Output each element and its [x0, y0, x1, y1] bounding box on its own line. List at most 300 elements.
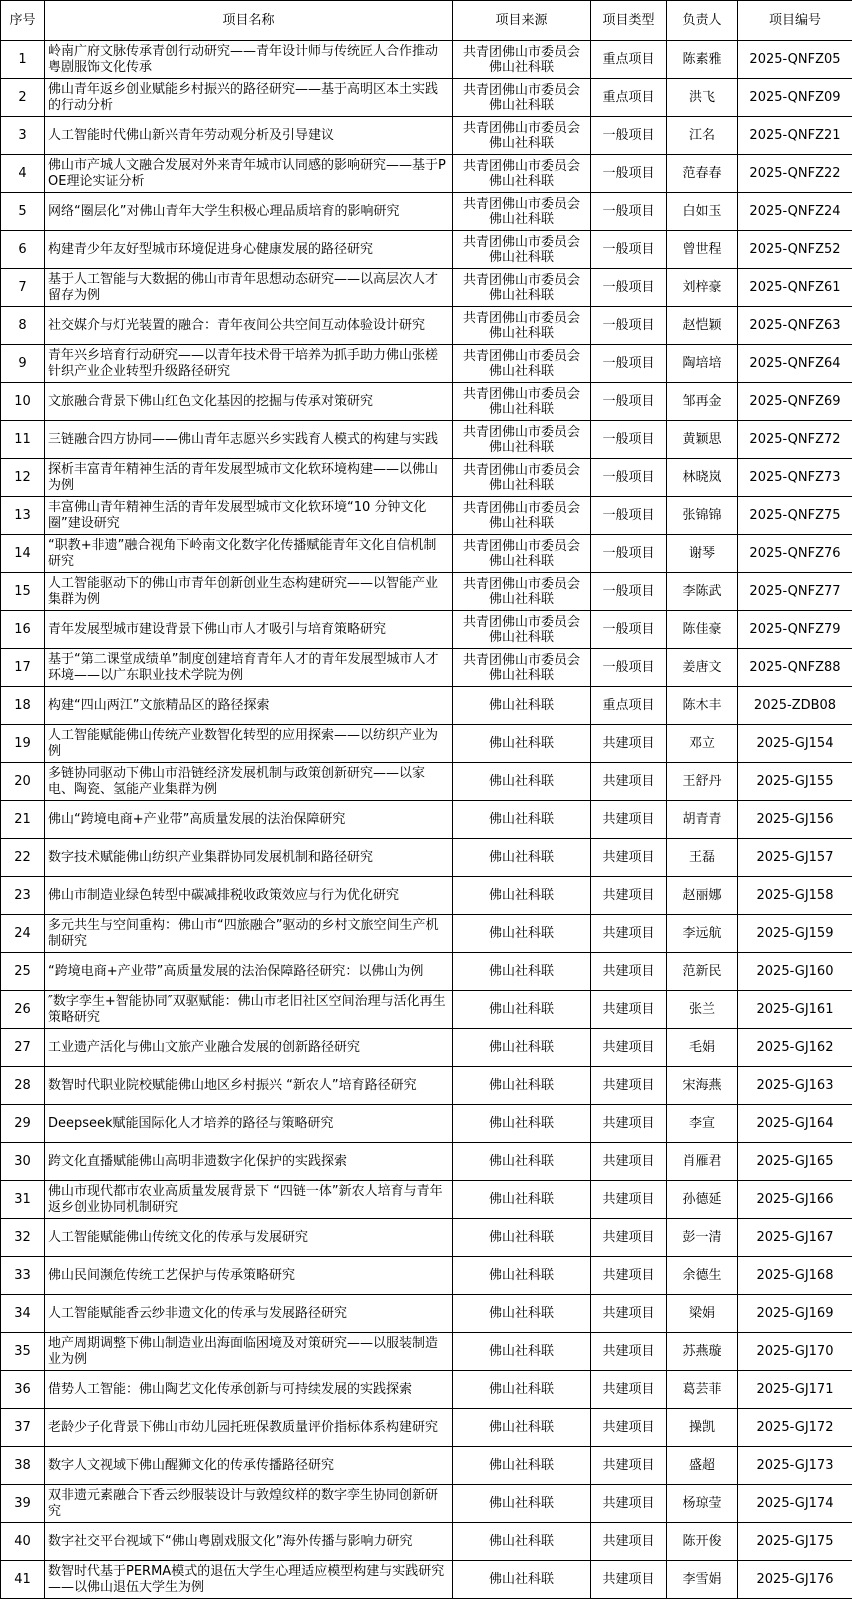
source-line: 佛山社科联: [488, 59, 554, 75]
cell-name: 工业遗产活化与佛山文旅产业融合发展的创新路径研究: [45, 1029, 453, 1067]
cell-no: 29: [1, 1105, 45, 1143]
table-row: [1, 611, 852, 649]
table-row: [1, 1409, 852, 1447]
cell-source: [453, 649, 591, 687]
cell-name: ″数字孪生+智能协同″双驱赋能：佛山市老旧社区空间治理与活化再生策略研究: [45, 991, 453, 1029]
cell-no: 37: [1, 1409, 45, 1447]
cell-code: 2025-ZDB08: [738, 687, 852, 725]
cell-no: 16: [1, 611, 45, 649]
cell-type: 共建项目: [591, 1181, 667, 1219]
cell-no: 14: [1, 535, 45, 573]
cell-code: 2025-QNFZ79: [738, 611, 852, 649]
cell-code: 2025-GJ160: [738, 953, 852, 991]
cell-owner: 赵丽娜: [667, 877, 738, 915]
cell-source: [453, 611, 591, 649]
cell-code: 2025-GJ155: [738, 763, 852, 801]
header-owner: 负责人: [667, 1, 738, 41]
cell-code: 2025-GJ172: [738, 1409, 852, 1447]
cell-name: 老龄少子化背景下佛山市幼儿园托班保教质量评价指标体系构建研究: [45, 1409, 453, 1447]
table-row: [1, 269, 852, 307]
cell-code: 2025-GJ176: [738, 1561, 852, 1599]
cell-no: 35: [1, 1333, 45, 1371]
table-row: [1, 915, 852, 953]
cell-owner: 毛娟: [667, 1029, 738, 1067]
source-line: 佛山社科联: [488, 1230, 554, 1245]
cell-code: 2025-QNFZ22: [738, 155, 852, 193]
cell-owner: 王舒丹: [667, 763, 738, 801]
cell-type: 共建项目: [591, 1105, 667, 1143]
cell-code: 2025-GJ174: [738, 1485, 852, 1523]
cell-name: 人工智能赋能佛山传统产业数智化转型的应用探索——以纺织产业为例: [45, 725, 453, 763]
cell-type: 一般项目: [591, 497, 667, 535]
cell-type: 重点项目: [591, 687, 667, 725]
cell-source: [453, 231, 591, 269]
cell-owner: 王磊: [667, 839, 738, 877]
cell-code: 2025-QNFZ77: [738, 573, 852, 611]
cell-type: 共建项目: [591, 763, 667, 801]
table-row: [1, 535, 852, 573]
cell-owner: 姜唐文: [667, 649, 738, 687]
cell-source: [453, 497, 591, 535]
cell-source: [453, 573, 591, 611]
cell-name: 岭南广府文脉传承青创行动研究——青年设计师与传统匠人合作推动粤剧服饰文化传承: [45, 41, 453, 79]
cell-source: [453, 1257, 591, 1295]
source-line: 共青团佛山市委员会: [462, 196, 580, 212]
cell-owner: 范新民: [667, 953, 738, 991]
cell-owner: 余德生: [667, 1257, 738, 1295]
cell-code: 2025-QNFZ73: [738, 459, 852, 497]
cell-code: 2025-GJ167: [738, 1219, 852, 1257]
cell-code: 2025-QNFZ24: [738, 193, 852, 231]
cell-code: 2025-GJ159: [738, 915, 852, 953]
cell-owner: 林晓岚: [667, 459, 738, 497]
source-line: 共青团佛山市委员会: [462, 424, 580, 440]
cell-type: 一般项目: [591, 649, 667, 687]
source-line: 佛山社科联: [488, 515, 554, 531]
cell-owner: 陈素雅: [667, 41, 738, 79]
cell-name: 丰富佛山青年精神生活的青年发展型城市文化软环境“10 分钟文化圈”建设研究: [45, 497, 453, 535]
cell-no: 8: [1, 307, 45, 345]
cell-type: 共建项目: [591, 1447, 667, 1485]
cell-code: 2025-QNFZ69: [738, 383, 852, 421]
cell-source: [453, 1409, 591, 1447]
cell-no: 10: [1, 383, 45, 421]
cell-type: 共建项目: [591, 1371, 667, 1409]
cell-owner: 邹再金: [667, 383, 738, 421]
table-row: [1, 497, 852, 535]
table-row: [1, 725, 852, 763]
cell-code: 2025-GJ154: [738, 725, 852, 763]
cell-name: 人工智能赋能佛山传统文化的传承与发展研究: [45, 1219, 453, 1257]
cell-type: 一般项目: [591, 117, 667, 155]
cell-type: 共建项目: [591, 1333, 667, 1371]
header-code: 项目编号: [738, 1, 852, 41]
source-line: 佛山社科联: [488, 1116, 554, 1131]
cell-type: 一般项目: [591, 611, 667, 649]
cell-name: 基于人工智能与大数据的佛山市青年思想动态研究——以高层次人才留存为例: [45, 269, 453, 307]
cell-code: 2025-GJ175: [738, 1523, 852, 1561]
cell-code: 2025-QNFZ05: [738, 41, 852, 79]
source-line: 佛山社科联: [488, 401, 554, 417]
source-line: 共青团佛山市委员会: [462, 234, 580, 250]
source-line: 佛山社科联: [488, 439, 554, 455]
cell-name: 跨文化直播赋能佛山高明非遗数字化保护的实践探索: [45, 1143, 453, 1181]
cell-source: [453, 1447, 591, 1485]
source-line: 佛山社科联: [488, 591, 554, 607]
cell-code: 2025-GJ168: [738, 1257, 852, 1295]
cell-name: 数智时代职业院校赋能佛山地区乡村振兴 “新农人”培育路径研究: [45, 1067, 453, 1105]
cell-owner: 李宣: [667, 1105, 738, 1143]
cell-owner: 邓立: [667, 725, 738, 763]
table-row: [1, 1067, 852, 1105]
cell-type: 重点项目: [591, 41, 667, 79]
cell-no: 2: [1, 79, 45, 117]
cell-name: 文旅融合背景下佛山红色文化基因的挖掘与传承对策研究: [45, 383, 453, 421]
table-row: [1, 41, 852, 79]
cell-source: [453, 763, 591, 801]
cell-no: 38: [1, 1447, 45, 1485]
cell-code: 2025-GJ170: [738, 1333, 852, 1371]
cell-source: [453, 1067, 591, 1105]
cell-code: 2025-QNFZ75: [738, 497, 852, 535]
table-row: [1, 383, 852, 421]
source-line: 佛山社科联: [488, 1382, 554, 1397]
cell-source: [453, 687, 591, 725]
cell-owner: 陈佳豪: [667, 611, 738, 649]
source-line: 佛山社科联: [488, 698, 554, 713]
cell-no: 40: [1, 1523, 45, 1561]
cell-source: [453, 1105, 591, 1143]
source-line: 佛山社科联: [488, 1344, 554, 1359]
cell-no: 30: [1, 1143, 45, 1181]
source-line: 佛山社科联: [488, 1078, 554, 1093]
cell-source: [453, 1485, 591, 1523]
cell-no: 32: [1, 1219, 45, 1257]
cell-type: 一般项目: [591, 535, 667, 573]
cell-owner: 李陈武: [667, 573, 738, 611]
cell-owner: 白如玉: [667, 193, 738, 231]
cell-owner: 张锦锦: [667, 497, 738, 535]
cell-type: 共建项目: [591, 877, 667, 915]
table-row: [1, 763, 852, 801]
cell-type: 共建项目: [591, 1143, 667, 1181]
cell-source: [453, 459, 591, 497]
cell-code: 2025-GJ157: [738, 839, 852, 877]
cell-owner: 赵恺颖: [667, 307, 738, 345]
cell-owner: 胡青青: [667, 801, 738, 839]
table-row: [1, 801, 852, 839]
source-line: 佛山社科联: [488, 1306, 554, 1321]
cell-name: 数字人文视域下佛山醒狮文化的传承传播路径研究: [45, 1447, 453, 1485]
cell-source: [453, 1371, 591, 1409]
cell-type: 共建项目: [591, 915, 667, 953]
cell-type: 共建项目: [591, 953, 667, 991]
cell-no: 39: [1, 1485, 45, 1523]
source-line: 佛山社科联: [488, 629, 554, 645]
cell-name: 佛山市制造业绿色转型中碳减排税收政策效应与行为优化研究: [45, 877, 453, 915]
cell-code: 2025-QNFZ21: [738, 117, 852, 155]
table-row: [1, 1447, 852, 1485]
cell-code: 2025-GJ165: [738, 1143, 852, 1181]
cell-no: 23: [1, 877, 45, 915]
cell-name: 数字技术赋能佛山纺织产业集群协同发展机制和路径研究: [45, 839, 453, 877]
table-row: [1, 1105, 852, 1143]
cell-name: 网络“圈层化”对佛山青年大学生积极心理品质培育的影响研究: [45, 193, 453, 231]
cell-name: 借势人工智能：佛山陶艺文化传承创新与可持续发展的实践探索: [45, 1371, 453, 1409]
cell-type: 一般项目: [591, 231, 667, 269]
cell-name: 青年兴乡培育行动研究——以青年技术骨干培养为抓手助力佛山张槎针织产业企业转型升级路径研究: [45, 345, 453, 383]
table-row: [1, 839, 852, 877]
cell-no: 34: [1, 1295, 45, 1333]
cell-code: 2025-QNFZ76: [738, 535, 852, 573]
source-line: 共青团佛山市委员会: [462, 348, 580, 364]
source-line: 共青团佛山市委员会: [462, 500, 580, 516]
source-line: 佛山社科联: [488, 1420, 554, 1435]
cell-type: 一般项目: [591, 307, 667, 345]
cell-owner: 孙德延: [667, 1181, 738, 1219]
cell-type: 一般项目: [591, 421, 667, 459]
table-row: [1, 1561, 852, 1599]
source-line: 共青团佛山市委员会: [462, 120, 580, 136]
cell-code: 2025-QNFZ72: [738, 421, 852, 459]
source-line: 佛山社科联: [488, 1458, 554, 1473]
cell-name: Deepseek赋能国际化人才培养的路径与策略研究: [45, 1105, 453, 1143]
cell-type: 共建项目: [591, 725, 667, 763]
cell-code: 2025-QNFZ64: [738, 345, 852, 383]
cell-no: 25: [1, 953, 45, 991]
cell-source: [453, 801, 591, 839]
cell-owner: 梁娟: [667, 1295, 738, 1333]
cell-type: 共建项目: [591, 801, 667, 839]
source-line: 佛山社科联: [488, 926, 554, 941]
cell-name: “跨境电商+产业带”高质量发展的法治保障路径研究：以佛山为例: [45, 953, 453, 991]
source-line: 佛山社科联: [488, 1040, 554, 1055]
source-line: 佛山社科联: [488, 1192, 554, 1207]
cell-source: [453, 1333, 591, 1371]
cell-no: 19: [1, 725, 45, 763]
header-row: [1, 1, 852, 41]
cell-code: 2025-GJ169: [738, 1295, 852, 1333]
source-line: 佛山社科联: [488, 211, 554, 227]
source-line: 佛山社科联: [488, 249, 554, 265]
source-line: 佛山社科联: [488, 812, 554, 827]
cell-no: 1: [1, 41, 45, 79]
cell-type: 共建项目: [591, 1029, 667, 1067]
cell-name: “职教+非遗”融合视角下岭南文化数字化传播赋能青年文化自信机制研究: [45, 535, 453, 573]
cell-name: 构建青少年友好型城市环境促进身心健康发展的路径研究: [45, 231, 453, 269]
cell-source: [453, 535, 591, 573]
cell-owner: 李雪娟: [667, 1561, 738, 1599]
cell-type: 一般项目: [591, 269, 667, 307]
cell-no: 12: [1, 459, 45, 497]
cell-no: 26: [1, 991, 45, 1029]
cell-type: 共建项目: [591, 1295, 667, 1333]
cell-no: 9: [1, 345, 45, 383]
source-line: 佛山社科联: [488, 667, 554, 683]
cell-name: 佛山民间濒危传统工艺保护与传承策略研究: [45, 1257, 453, 1295]
table-row: [1, 1257, 852, 1295]
source-line: 佛山社科联: [488, 888, 554, 903]
cell-no: 41: [1, 1561, 45, 1599]
cell-type: 重点项目: [591, 79, 667, 117]
cell-no: 4: [1, 155, 45, 193]
cell-source: [453, 1029, 591, 1067]
source-line: 佛山社科联: [488, 287, 554, 303]
table-row: [1, 1523, 852, 1561]
table-row: [1, 1029, 852, 1067]
source-line: 共青团佛山市委员会: [462, 538, 580, 554]
cell-no: 11: [1, 421, 45, 459]
table-row: [1, 231, 852, 269]
source-line: 佛山社科联: [488, 135, 554, 151]
cell-name: 多链协同驱动下佛山市沿链经济发展机制与政策创新研究——以家电、陶瓷、氢能产业集群为例: [45, 763, 453, 801]
table-row: [1, 1181, 852, 1219]
table-row: [1, 1295, 852, 1333]
cell-type: 共建项目: [591, 1523, 667, 1561]
cell-name: 数智时代基于PERMA模式的退伍大学生心理适应模型构建与实践研究 ——以佛山退伍大学生为例: [45, 1561, 453, 1599]
cell-type: 共建项目: [591, 1067, 667, 1105]
source-line: 佛山社科联: [488, 1572, 554, 1587]
cell-source: [453, 79, 591, 117]
cell-code: 2025-GJ166: [738, 1181, 852, 1219]
source-line: 共青团佛山市委员会: [462, 386, 580, 402]
cell-no: 20: [1, 763, 45, 801]
cell-type: 一般项目: [591, 383, 667, 421]
cell-no: 7: [1, 269, 45, 307]
table-row: [1, 1143, 852, 1181]
cell-owner: 肖雁君: [667, 1143, 738, 1181]
cell-owner: 黄颖思: [667, 421, 738, 459]
header-source: 项目来源: [453, 1, 591, 41]
table-row: [1, 991, 852, 1029]
cell-type: 一般项目: [591, 193, 667, 231]
cell-owner: 谢琴: [667, 535, 738, 573]
cell-type: 共建项目: [591, 1561, 667, 1599]
source-line: 佛山社科联: [488, 736, 554, 751]
source-line: 共青团佛山市委员会: [462, 82, 580, 98]
cell-owner: 宋海燕: [667, 1067, 738, 1105]
cell-source: [453, 877, 591, 915]
table-row: [1, 421, 852, 459]
cell-no: 24: [1, 915, 45, 953]
cell-name: 佛山“跨境电商+产业带”高质量发展的法治保障研究: [45, 801, 453, 839]
cell-owner: 陶培培: [667, 345, 738, 383]
table-body: [1, 41, 852, 1599]
table-row: [1, 1219, 852, 1257]
cell-name: 社交媒介与灯光装置的融合：青年夜间公共空间互动体验设计研究: [45, 307, 453, 345]
cell-type: 共建项目: [591, 839, 667, 877]
table-row: [1, 877, 852, 915]
source-line: 佛山社科联: [488, 774, 554, 789]
table-row: [1, 687, 852, 725]
table-row: [1, 155, 852, 193]
cell-type: 一般项目: [591, 155, 667, 193]
cell-owner: 洪飞: [667, 79, 738, 117]
cell-code: 2025-QNFZ61: [738, 269, 852, 307]
source-line: 佛山社科联: [488, 850, 554, 865]
cell-no: 27: [1, 1029, 45, 1067]
source-line: 共青团佛山市委员会: [462, 652, 580, 668]
source-line: 共青团佛山市委员会: [462, 158, 580, 174]
cell-no: 31: [1, 1181, 45, 1219]
cell-source: [453, 991, 591, 1029]
cell-owner: 范春春: [667, 155, 738, 193]
source-line: 佛山社科联: [488, 325, 554, 341]
source-line: 佛山社科联: [488, 363, 554, 379]
cell-source: [453, 953, 591, 991]
cell-name: 青年发展型城市建设背景下佛山市人才吸引与培育策略研究: [45, 611, 453, 649]
cell-source: [453, 1523, 591, 1561]
cell-owner: 葛芸菲: [667, 1371, 738, 1409]
cell-type: 共建项目: [591, 1257, 667, 1295]
cell-code: 2025-GJ163: [738, 1067, 852, 1105]
cell-name: 人工智能驱动下的佛山市青年创新创业生态构建研究——以智能产业集群为例: [45, 573, 453, 611]
table-row: [1, 459, 852, 497]
cell-no: 6: [1, 231, 45, 269]
cell-no: 3: [1, 117, 45, 155]
table-row: [1, 1333, 852, 1371]
cell-name: 佛山市产城人文融合发展对外来青年城市认同感的影响研究——基于POE理论实证分析: [45, 155, 453, 193]
source-line: 共青团佛山市委员会: [462, 576, 580, 592]
cell-no: 33: [1, 1257, 45, 1295]
cell-source: [453, 155, 591, 193]
source-line: 佛山社科联: [488, 1002, 554, 1017]
cell-code: 2025-GJ164: [738, 1105, 852, 1143]
source-line: 佛山社科联: [488, 173, 554, 189]
source-line: 佛山社科联: [488, 1154, 554, 1169]
source-line: 共青团佛山市委员会: [462, 614, 580, 630]
cell-type: 共建项目: [591, 1409, 667, 1447]
cell-source: [453, 345, 591, 383]
source-line: 佛山社科联: [488, 97, 554, 113]
cell-source: [453, 1561, 591, 1599]
table-row: [1, 1371, 852, 1409]
cell-owner: 彭一清: [667, 1219, 738, 1257]
cell-source: [453, 915, 591, 953]
table-row: [1, 193, 852, 231]
cell-name: 多元共生与空间重构：佛山市“四旅融合”驱动的乡村文旅空间生产机制研究: [45, 915, 453, 953]
cell-code: 2025-QNFZ52: [738, 231, 852, 269]
cell-code: 2025-GJ156: [738, 801, 852, 839]
cell-type: 共建项目: [591, 1219, 667, 1257]
cell-code: 2025-GJ158: [738, 877, 852, 915]
cell-type: 一般项目: [591, 573, 667, 611]
cell-no: 13: [1, 497, 45, 535]
cell-name: 佛山市现代都市农业高质量发展背景下 “四链一体”新农人培育与青年返乡创业协同机制研究: [45, 1181, 453, 1219]
cell-source: [453, 383, 591, 421]
cell-code: 2025-GJ161: [738, 991, 852, 1029]
table-row: [1, 307, 852, 345]
cell-owner: 陈开俊: [667, 1523, 738, 1561]
table-row: [1, 953, 852, 991]
cell-type: 共建项目: [591, 1485, 667, 1523]
cell-no: 17: [1, 649, 45, 687]
cell-name: 构建“四山两江”文旅精品区的路径探索: [45, 687, 453, 725]
cell-name: 数字社交平台视域下“佛山粤剧戏服文化”海外传播与影响力研究: [45, 1523, 453, 1561]
cell-owner: 曾世程: [667, 231, 738, 269]
cell-name: 基于“第二课堂成绩单”制度创建培育青年人才的青年发展型城市人才环境——以广东职业技术学院为例: [45, 649, 453, 687]
header-name: 项目名称: [45, 1, 453, 41]
cell-name: 人工智能时代佛山新兴青年劳动观分析及引导建议: [45, 117, 453, 155]
cell-source: [453, 1219, 591, 1257]
cell-no: 21: [1, 801, 45, 839]
table-row: [1, 573, 852, 611]
source-line: 共青团佛山市委员会: [462, 462, 580, 478]
header-no: 序号: [1, 1, 45, 41]
cell-no: 18: [1, 687, 45, 725]
table-row: [1, 117, 852, 155]
cell-code: 2025-GJ162: [738, 1029, 852, 1067]
